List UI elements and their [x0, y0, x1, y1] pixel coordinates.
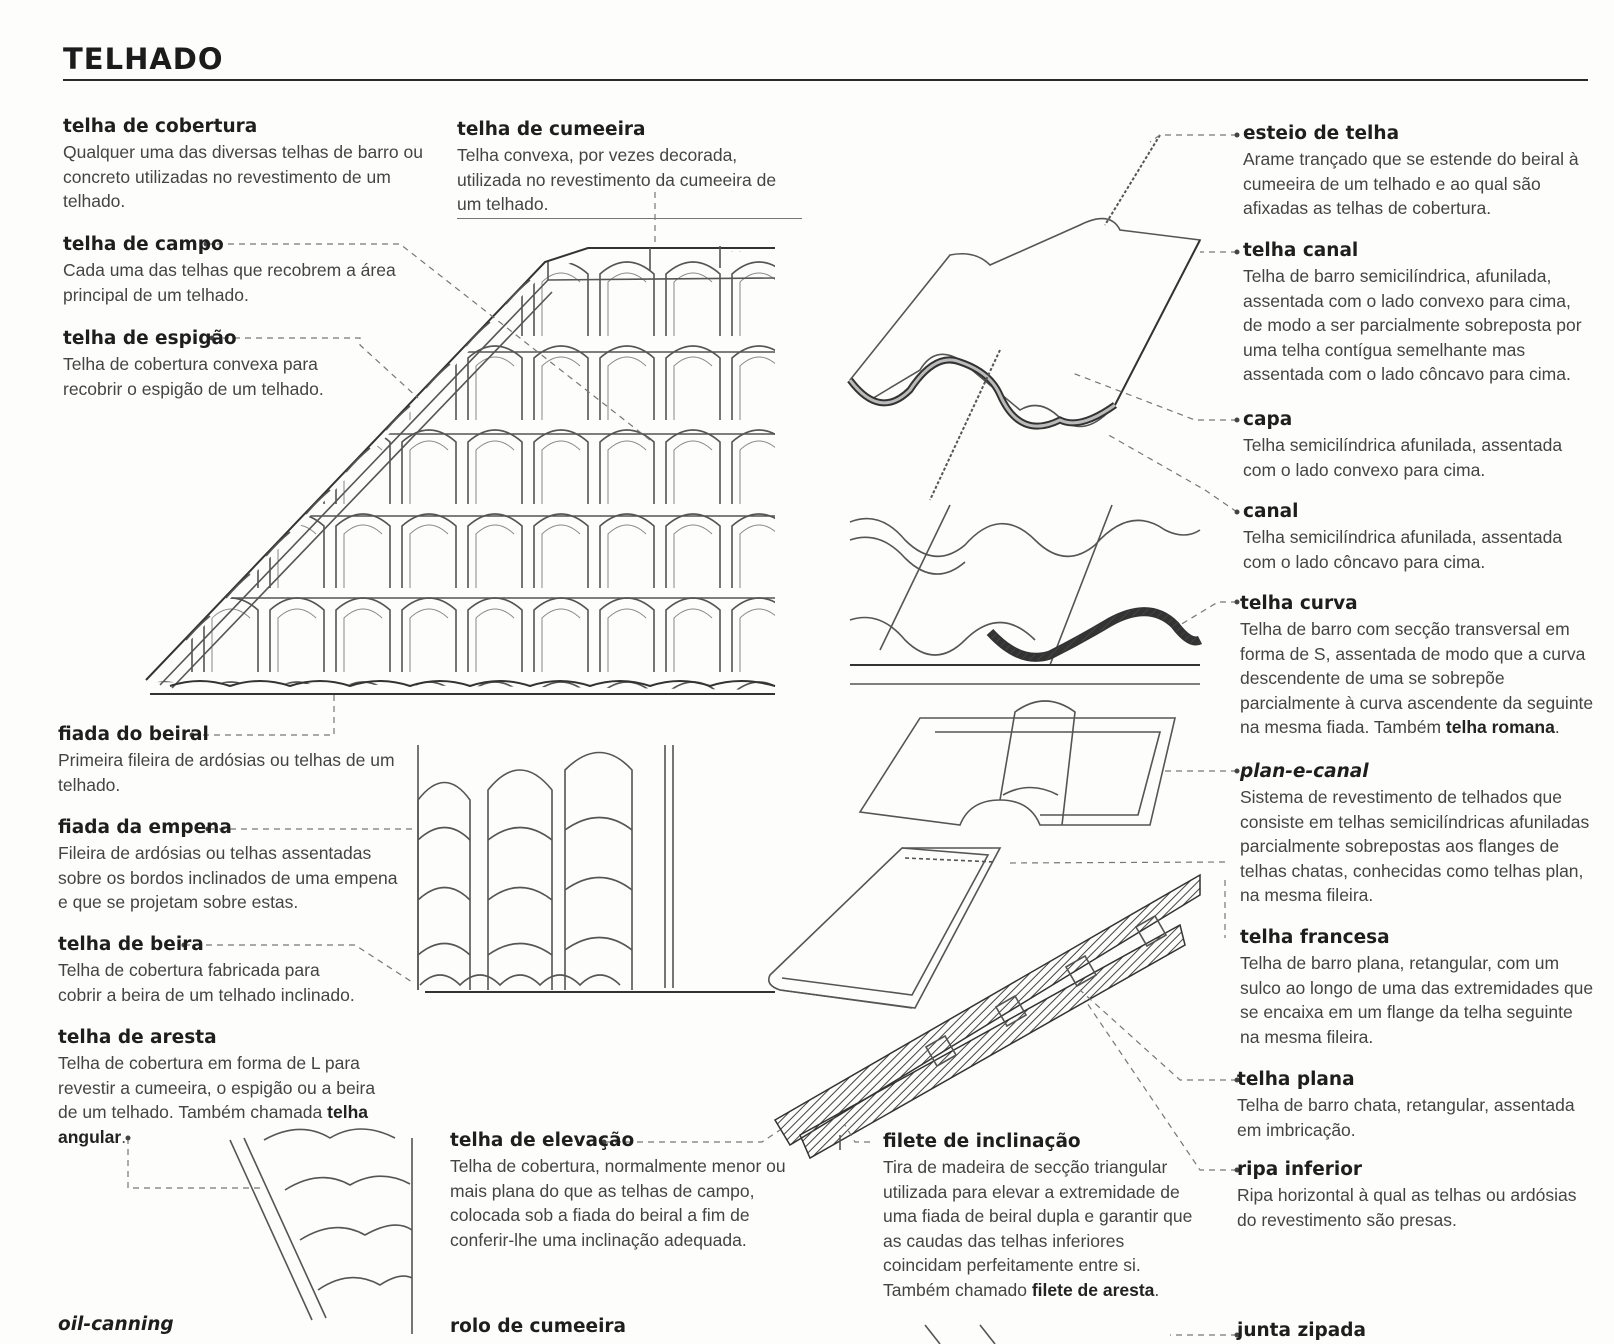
term-telha-curva: telha curva — [1240, 593, 1358, 614]
entry-telha-canal — [1243, 238, 1593, 387]
term-fiada-do-beiral: fiada do beiral — [58, 724, 209, 745]
entry-telha-de-campo — [63, 232, 408, 307]
entry-telha-de-elevacao — [450, 1128, 795, 1252]
term-telha-de-beira: telha de beira — [58, 934, 204, 955]
entry-telha-de-cobertura — [63, 114, 433, 214]
definition-telha-curva-text: Telha de barro com secção transversal em forma de S, assentada de modo que a curva descendente de uma se sobrepõe parcialmente à curva ascendente da seguinte na mesma fiada. Também — [1240, 619, 1594, 737]
entry-telha-de-espigao — [63, 326, 353, 401]
definition-telha-de-cumeeira: Telha convexa, por vezes decorada, utilizada no revestimento da cumeeira de um telhado. — [457, 143, 802, 219]
entry-telha-de-aresta — [58, 1025, 383, 1149]
entry-esteio-de-telha — [1243, 121, 1593, 221]
term-telha-de-cobertura: telha de cobertura — [63, 116, 258, 137]
entry-fiada-do-beiral — [58, 722, 403, 797]
definition-telha-de-aresta: Telha de cobertura em forma de L para revestir a cumeeira, o espigão ou a beira de um telhado. Também chamada telha angular. — [58, 1053, 376, 1147]
definition-canal: Telha semicilíndrica afunilada, assentada com o lado côncavo para cima. — [1243, 527, 1563, 572]
entry-filete-de-inclinacao — [883, 1129, 1203, 1302]
definition-telha-de-elevacao: Telha de cobertura, normalmente menor ou mais plana do que as telhas de campo, colocada sob a fiada do beiral a fim de conferir-lhe uma inclinação adequada. — [450, 1156, 786, 1250]
entry-rolo-de-cumeeira — [450, 1314, 750, 1340]
entry-ripa-inferior — [1237, 1157, 1592, 1232]
term-telha-de-espigao: telha de espigão — [63, 328, 237, 349]
term-telha-francesa: telha francesa — [1240, 927, 1390, 948]
definition-telha-de-espigao: Telha de cobertura convexa para recobrir o espigão de um telhado. — [63, 354, 324, 399]
alt-term-telha-romana: telha romana — [1445, 717, 1555, 737]
definition-filete-de-inclinacao: Tira de madeira de secção triangular utilizada para elevar a extremidade de uma fiada de beiral dupla e garantir que as caudas das telhas inferiores coincidam perfeitamente entre si. Também chamado filete de aresta. — [883, 1157, 1193, 1300]
definition-telha-de-campo: Cada uma das telhas que recobrem a área principal de um telhado. — [63, 260, 396, 305]
entry-oil-canning — [58, 1312, 358, 1338]
term-capa: capa — [1243, 409, 1293, 430]
term-telha-de-cumeeira: telha de cumeeira — [457, 119, 646, 140]
definition-telha-de-cobertura: Qualquer uma das diversas telhas de barro ou concreto utilizadas no revestimento de um telhado. — [63, 142, 423, 211]
term-plan-e-canal: plan-e-canal — [1240, 761, 1369, 782]
entry-telha-de-cumeeira — [457, 117, 802, 219]
term-telha-de-elevacao: telha de elevação — [450, 1130, 635, 1151]
definition-capa: Telha semicilíndrica afunilada, assentada com o lado convexo para cima. — [1243, 435, 1563, 480]
term-fiada-da-empena: fiada da empena — [58, 817, 232, 838]
entry-fiada-da-empena — [58, 815, 403, 915]
term-ripa-inferior: ripa inferior — [1237, 1159, 1363, 1180]
term-telha-plana: telha plana — [1237, 1069, 1355, 1090]
definition-telha-de-aresta-text: Telha de cobertura em forma de L para revestir a cumeeira, o espigão ou a beira de um telhado. Também chamada — [58, 1053, 376, 1122]
s-tiles-drawing — [850, 505, 1200, 684]
edge-tile-drawing — [230, 1129, 412, 1334]
definition-filete-de-inclinacao-text: Tira de madeira de secção triangular utilizada para elevar a extremidade de uma fiada de beiral dupla e garantir que as caudas das telhas inferiores coincidam perfeitamente entre si. Também chamado — [883, 1157, 1193, 1300]
definition-telha-francesa: Telha de barro plana, retangular, com um sulco ao longo de uma das extremidades que se encaixa em um flange da telha seguinte na mesma fileira. — [1240, 953, 1594, 1047]
definition-telha-plana: Telha de barro chata, retangular, assentada em imbricação. — [1237, 1095, 1575, 1140]
definition-telha-curva: Telha de barro com secção transversal em forma de S, assentada de modo que a curva descendente de uma se sobrepõe parcialmente à curva ascendente da seguinte na mesma fiada. Também telha romana. — [1240, 619, 1594, 737]
term-telha-de-campo: telha de campo — [63, 234, 224, 255]
entry-telha-de-beira — [58, 932, 358, 1007]
entry-plan-e-canal — [1240, 759, 1595, 908]
entry-junta-zipada — [1237, 1318, 1592, 1344]
definition-fiada-do-beiral: Primeira fileira de ardósias ou telhas de um telhado. — [58, 750, 395, 795]
mission-tiles-drawing — [850, 135, 1200, 500]
entry-capa — [1243, 407, 1593, 482]
term-esteio-de-telha: esteio de telha — [1243, 123, 1400, 144]
definition-plan-e-canal: Sistema de revestimento de telhados que consiste em telhas semicilíndricas afuniladas parcialmente sobrepostas aos flanges de telhas chatas, conhecidas como telhas plan, na mesma fileira. — [1240, 787, 1590, 905]
main-roof-drawing — [146, 246, 775, 694]
entry-telha-curva — [1240, 591, 1595, 740]
alt-term-telha-angular: telha angular — [58, 1102, 369, 1147]
french-tile-drawing — [769, 848, 1000, 1008]
definition-fiada-da-empena: Fileira de ardósias ou telhas assentadas sobre os bordos inclinados de uma empena e que se projetam sobre estas. — [58, 843, 398, 912]
term-filete-de-inclinacao: filete de inclinação — [883, 1131, 1081, 1152]
definition-esteio-de-telha: Arame trançado que se estende do beiral à cumeeira de um telhado e ao qual são afixadas as telhas de cobertura. — [1243, 149, 1579, 218]
definition-ripa-inferior: Ripa horizontal à qual as telhas ou ardósias do revestimento são presas. — [1237, 1185, 1577, 1230]
term-telha-de-aresta: telha de aresta — [58, 1027, 217, 1048]
alt-term-filete-de-aresta-label: filete de aresta — [1031, 1279, 1155, 1300]
eave-tiles-drawing — [418, 745, 775, 992]
entry-telha-plana — [1237, 1067, 1592, 1142]
term-telha-canal: telha canal — [1243, 240, 1359, 261]
entry-canal — [1243, 499, 1593, 574]
term-canal: canal — [1243, 501, 1299, 522]
term-junta-zipada: junta zipada — [1237, 1320, 1367, 1341]
definition-telha-de-beira: Telha de cobertura fabricada para cobrir a beira de um telhado inclinado. — [58, 960, 355, 1005]
pan-and-roll-drawing — [860, 701, 1175, 825]
definition-telha-canal: Telha de barro semicilíndrica, afunilada, assentada com o lado convexo para cima, de modo a ser parcialmente sobreposta por uma telha contígua semelhante mas assentada com o lado côncavo para cima. — [1243, 266, 1582, 384]
term-oil-canning: oil-canning — [58, 1314, 174, 1335]
term-rolo-de-cumeeira: rolo de cumeeira — [450, 1316, 627, 1337]
entry-telha-francesa — [1240, 925, 1595, 1049]
page-title: TELHADO — [63, 42, 224, 76]
